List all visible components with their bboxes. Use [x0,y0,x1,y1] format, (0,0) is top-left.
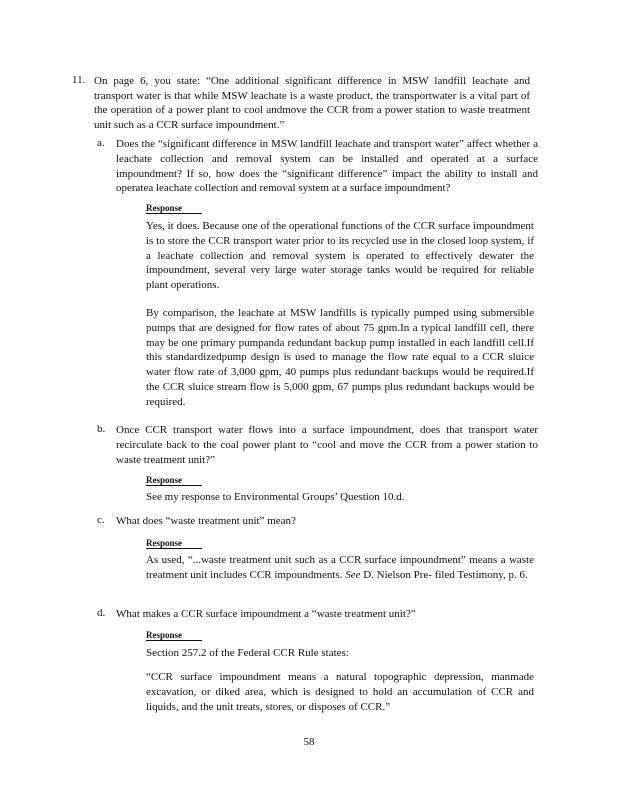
response-d-paragraph-1: Section 257.2 of the Federal CCR Rule states: [146,647,349,659]
subquestion-a-letter: a. [97,137,105,149]
question-text: On page 6, you state: “One additional significant difference in MSW landfill leachate and transport water is that while MSW leachate is a waste product, the transportwater is a vital part of the operation of a power plant to cool andmove the CCR from a power station to waste treatment unit such as a CCR surface impoundment.” [94,75,530,131]
response-a-paragraph-2: By comparison, the leachate at MSW landfills is typically pumped using submersible pumps that are designed for flow rates of about 75 gpm.In a typical landfill cell, there may be one primary pumpanda redundant backup pump installed in each landfill cell.If this standardizedpump design is used to manage the flow rate equal to a CCR sluice water flow rate of 3,000 gpm, 40 pumps plus redundant backups would be required.If the CCR sluice stream flow is 5,000 gpm, 67 pumps plus redundant backups would be required. [146,307,534,408]
subquestion-d-letter: d. [97,607,106,619]
response-c-label: Response [146,538,202,549]
subquestion-a-text: Does the “significant difference in MSW landfill leachate and transport water” affect whether a leachate collection and removal system can be installed and operated at a surface impoundment? If so, how does the “significant difference” impact the ability to install and operatea leachate collection and removal system at a surface impoundment? [116,138,538,195]
page-number: 58 [303,736,315,748]
subquestion-c-text: What does “waste treatment unit” mean? [116,515,296,527]
response-c-text-after: D. Nielson Pre- filed Testimony, p. 6. [360,568,528,581]
response-c-text-before: As used, “...waste treatment unit such as a CCR surface impoundment” means a waste treatment unit includes CCR impoundments. [146,554,534,581]
response-c-see-signal: See [345,568,361,581]
response-b-text: See my response to Environmental Groups’ Question 10.d. [146,491,405,503]
response-a-label: Response [146,203,202,214]
subquestion-c-letter: c. [97,514,105,526]
response-b-label: Response [146,475,202,486]
question-number: 11. [72,74,86,86]
response-d-label: Response [146,630,202,641]
subquestion-b-letter: b. [97,423,106,435]
response-a-paragraph-1: Yes, it does. Because one of the operational functions of the CCR surface impoundment is to store the CCR transport water prior to its recycled use in the closed loop system, if a leachate collection and removal system is operated to effectively dewater the impoundment, several very large water storage tanks would be required for reliable plant operations. [146,220,534,292]
response-c-text [146,553,534,583]
subquestion-d-text: What makes a CCR surface impoundment a “waste treatment unit?” [116,608,416,620]
response-d-quote: “CCR surface impoundment means a natural topographic depression, manmade excavation, or diked area, which is designed to hold an accumulation of CCR and liquids, and the unit treats, stores, or disposes of CCR.” [146,671,534,713]
subquestion-b-text: Once CCR transport water flows into a surface impoundment, does that transport water recirculate back to the coal power plant to “cool and move the CCR from a power station to waste treatment unit?” [116,424,538,466]
